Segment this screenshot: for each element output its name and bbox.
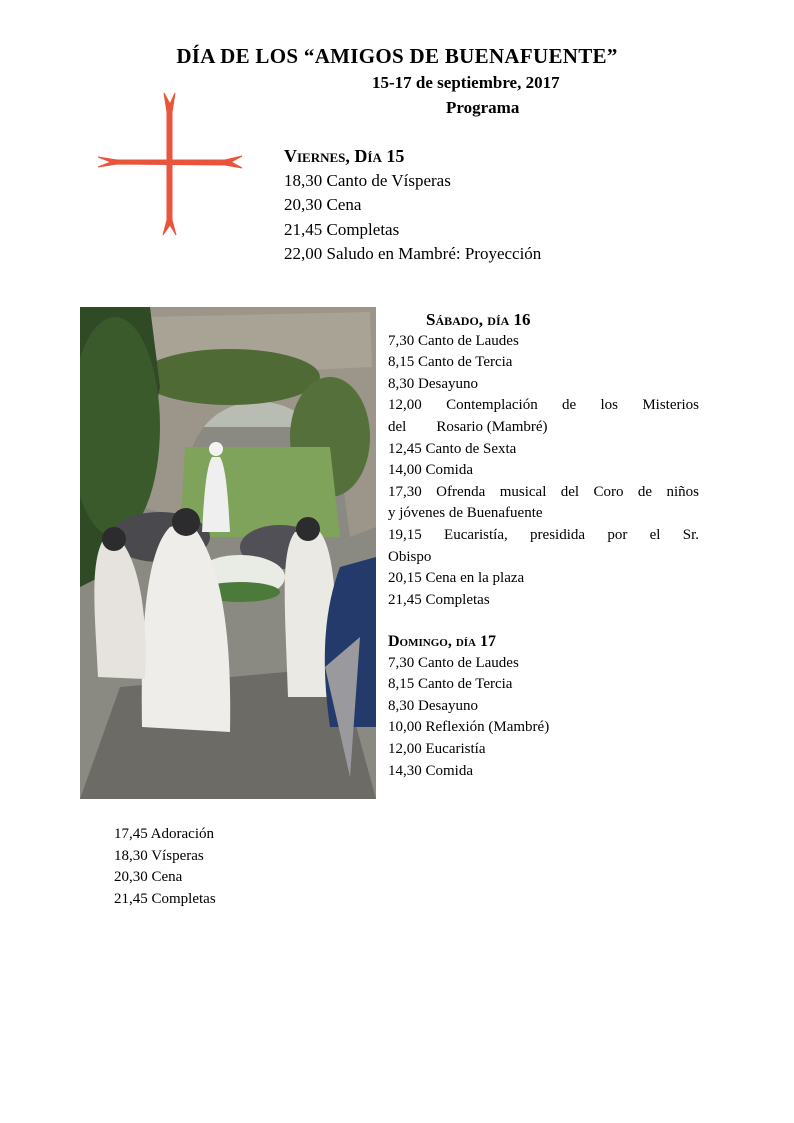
saturday-item-fragment: Rosario (Mambré) — [436, 418, 548, 435]
sunday-item: 20,30 Cena — [114, 869, 183, 886]
friday-item: 20,30 Cena — [284, 195, 362, 214]
saturday-schedule — [388, 309, 699, 611]
saturday-item: 21,45 Completas — [388, 591, 490, 608]
saturday-item-continued: y jóvenes de Buenafuente — [388, 505, 543, 522]
procession-photo — [80, 307, 376, 799]
friday-item: 22,00 Saludo en Mambré: Proyección — [284, 244, 542, 263]
program-subtitle: Programa — [446, 98, 520, 117]
friday-item: 18,30 Canto de Vísperas — [284, 170, 451, 190]
sunday-schedule — [388, 631, 699, 782]
sunday-item: 18,30 Vísperas — [114, 847, 204, 864]
saturday-item: 17,30 Ofrenda musical del Coro de niños — [388, 483, 699, 500]
sunday-afternoon-schedule — [114, 824, 216, 910]
saturday-heading: Sábado, día 16 — [426, 310, 531, 329]
sunday-item: 8,30 Desayuno — [388, 697, 478, 714]
sunday-item: 12,00 Eucaristía — [388, 740, 486, 757]
sunday-item: 21,45 Completas — [114, 890, 216, 907]
saturday-item-fragment: del — [388, 418, 407, 435]
sunday-item: 14,30 Comida — [388, 762, 473, 779]
friday-item: 21,45 Completas — [284, 219, 400, 239]
saturday-item: 12,45 Canto de Sexta — [388, 440, 517, 457]
saturday-item-continued — [388, 417, 699, 439]
sunday-item: 8,15 Canto de Tercia — [388, 676, 513, 693]
sunday-item: 10,00 Reflexión (Mambré) — [388, 719, 550, 736]
sunday-heading: Domingo, día 17 — [388, 633, 496, 650]
saturday-item: 8,15 Canto de Tercia — [388, 354, 513, 371]
event-dates: 15-17 de septiembre, 2017 — [372, 73, 560, 92]
saturday-item: 14,00 Comida — [388, 462, 473, 479]
saturday-item: 7,30 Canto de Laudes — [388, 332, 519, 349]
red-cross-icon — [97, 92, 243, 236]
friday-heading: Viernes, Día 15 — [284, 146, 405, 166]
saturday-item: 8,30 Desayuno — [388, 375, 478, 392]
saturday-item: 20,15 Cena en la plaza — [388, 570, 525, 587]
friday-schedule — [284, 144, 541, 267]
saturday-item-continued: Obispo — [388, 548, 432, 565]
saturday-item: 12,00 Contemplación de los Misterios — [388, 397, 699, 414]
saturday-item: 19,15 Eucaristía, presidida por el Sr. — [388, 526, 699, 543]
sunday-item: 17,45 Adoración — [114, 826, 214, 842]
page-title: DÍA DE LOS “AMIGOS DE BUENAFUENTE” — [176, 44, 618, 68]
sunday-item: 7,30 Canto de Laudes — [388, 654, 519, 671]
